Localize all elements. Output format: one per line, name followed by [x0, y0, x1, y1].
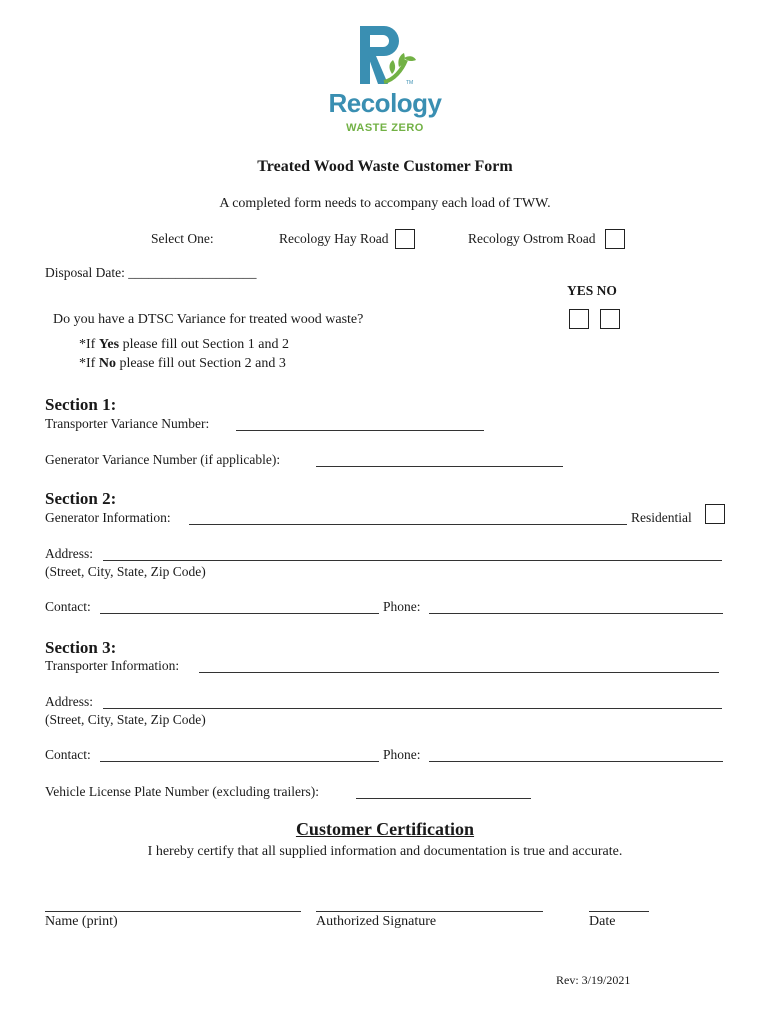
ostrom-road-checkbox[interactable] [605, 229, 625, 249]
if-no-note: *If No please fill out Section 2 and 3 [79, 356, 286, 371]
svg-text:TM: TM [406, 80, 414, 86]
transporter-address-label: Address: [45, 694, 93, 709]
recology-logo [322, 22, 448, 140]
dtsc-question: Do you have a DTSC Variance for treated wood waste? [53, 312, 364, 327]
generator-phone-label: Phone: [383, 599, 421, 614]
dtsc-yes-checkbox[interactable] [569, 309, 589, 329]
transporter-info-label: Transporter Information: [45, 658, 180, 673]
generator-phone-input[interactable] [429, 613, 723, 614]
transporter-contact-label: Contact: [45, 747, 91, 762]
date-input[interactable] [589, 911, 649, 912]
transporter-variance-input[interactable] [236, 430, 484, 431]
transporter-phone-input[interactable] [429, 761, 723, 762]
generator-variance-label: Generator Variance Number (if applicable): [45, 452, 281, 467]
ostrom-road-label: Recology Ostrom Road [468, 231, 596, 246]
generator-contact-label: Contact: [45, 599, 91, 614]
name-print-input[interactable] [45, 911, 301, 912]
certification-statement: I hereby certify that all supplied information and documentation is true and accurate. [147, 844, 623, 859]
section-3-heading: Section 3: [45, 638, 117, 657]
dtsc-no-checkbox[interactable] [600, 309, 620, 329]
yes-no-header: YES NO [567, 283, 617, 298]
section-2-heading: Section 2: [45, 489, 117, 508]
logo-tagline: WASTE ZERO [346, 122, 424, 134]
logo-wordmark: Recology [328, 88, 442, 118]
generator-address-input[interactable] [103, 560, 722, 561]
license-plate-label: Vehicle License Plate Number (excluding trailers): [45, 784, 320, 799]
signature-label: Authorized Signature [316, 914, 437, 929]
transporter-contact-input[interactable] [100, 761, 379, 762]
if-yes-note: *If Yes please fill out Section 1 and 2 [79, 337, 289, 352]
form-title: Treated Wood Waste Customer Form [257, 158, 513, 175]
generator-info-label: Generator Information: [45, 510, 171, 525]
residential-label: Residential [631, 510, 692, 525]
transporter-variance-label: Transporter Variance Number: [45, 416, 210, 431]
generator-address-hint: (Street, City, State, Zip Code) [45, 564, 206, 579]
generator-info-input[interactable] [189, 524, 627, 525]
license-plate-input[interactable] [356, 798, 531, 799]
generator-variance-input[interactable] [316, 466, 563, 467]
hay-road-label: Recology Hay Road [279, 231, 389, 246]
generator-contact-input[interactable] [100, 613, 379, 614]
disposal-date-field[interactable]: Disposal Date: ___________________ [45, 265, 257, 280]
recology-r-leaf-icon [322, 22, 448, 88]
signature-input[interactable] [316, 911, 543, 912]
revision-label: Rev: 3/19/2021 [556, 973, 631, 987]
transporter-info-input[interactable] [199, 672, 719, 673]
transporter-address-input[interactable] [103, 708, 722, 709]
hay-road-checkbox[interactable] [395, 229, 415, 249]
certification-heading: Customer Certification [295, 819, 475, 839]
transporter-address-hint: (Street, City, State, Zip Code) [45, 712, 206, 727]
generator-address-label: Address: [45, 546, 93, 561]
residential-checkbox[interactable] [705, 504, 725, 524]
transporter-phone-label: Phone: [383, 747, 421, 762]
section-1-heading: Section 1: [45, 395, 117, 414]
name-print-label: Name (print) [45, 914, 118, 929]
select-one-label: Select One: [151, 231, 214, 246]
date-label: Date [589, 914, 616, 929]
form-subtitle: A completed form needs to accompany each load of TWW. [219, 196, 551, 211]
